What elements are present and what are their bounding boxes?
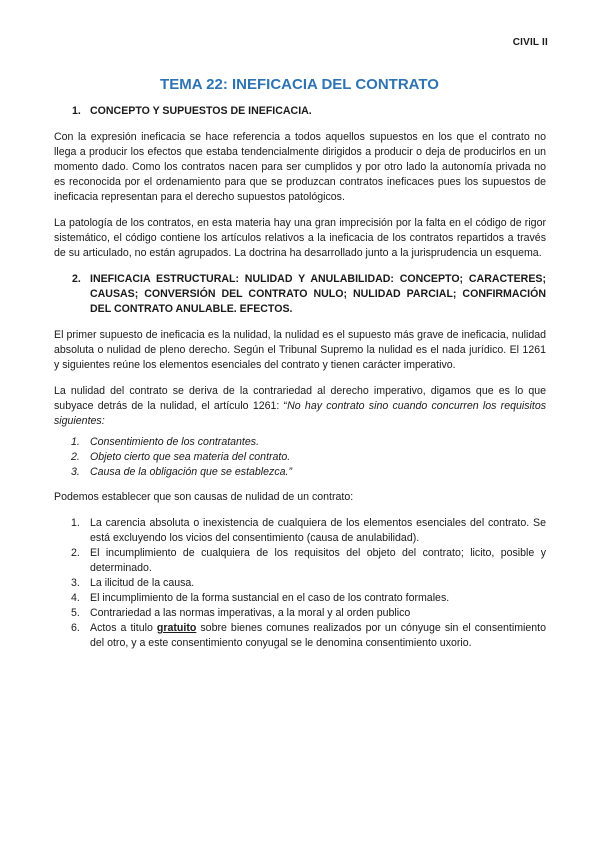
item-text-before: Actos a titulo — [90, 622, 157, 634]
list-item-number: 1. — [71, 517, 80, 529]
section-2-paragraph-3: Podemos establecer que son causas de nulidad de un contrato: — [54, 491, 354, 503]
list-item-text: Objeto cierto que sea materia del contrato. — [90, 451, 291, 463]
list-item-text: Consentimiento de los contratantes. — [90, 436, 260, 448]
document-title: TEMA 22: INEFICACIA DEL CONTRATO — [160, 76, 439, 93]
requisitos-list — [71, 435, 546, 480]
list-item — [71, 621, 546, 651]
list-item-number: 2. — [71, 451, 80, 463]
list-item — [71, 465, 546, 480]
list-item — [71, 576, 546, 591]
list-item-number: 4. — [71, 592, 80, 604]
section-2-number: 2. — [72, 273, 81, 285]
document-body — [54, 104, 546, 651]
list-item-number: 1. — [71, 436, 80, 448]
list-item — [71, 516, 546, 546]
emphasized-word: gratuito — [156, 622, 197, 634]
article-quote: No hay contrato sino cuando concurren los requisitos siguientes: — [54, 400, 547, 427]
section-2-heading — [72, 272, 546, 317]
course-header: CIVIL II — [512, 37, 548, 48]
list-item-text — [90, 621, 546, 651]
item-text-after: sobre bienes comunes realizados por un cónyuge sin el consentimiento del otro, y a este consentimiento conyugal se le denomina consentimiento uxorio. — [90, 622, 546, 649]
list-item-number: 3. — [71, 577, 80, 589]
list-item-text: El incumplimiento de la forma sustancial en el caso de los contrato formales. — [90, 592, 450, 604]
list-item-text: La carencia absoluta o inexistencia de cualquiera de los elementos esenciales del contrato. Se está excluyendo los vicios del consentimiento (causa de anulabilidad). — [90, 517, 546, 544]
section-1-paragraph-2: La patología de los contratos, en esta materia hay una gran imprecisión por la falta en el código de rigor sistemático, el código contiene los artículos relativos a la ineficacia de los contratos repartidos a través de su articulado, no están agrupados. La doctrina ha desarrollado junto a la jurisprudencia un esquema. — [54, 217, 546, 259]
section-2-paragraph-1: El primer supuesto de ineficacia es la nulidad, la nulidad es el supuesto más grave de ineficacia, nulidad absoluta o nulidad de pleno derecho. Según el Tribunal Supremo la nulidad es el nada jurídico. El 1261 y siguientes reúne los elementos esenciales del contrato y tienen carácter imperativo. — [54, 329, 546, 371]
section-2-title: INEFICACIA ESTRUCTURAL: NULIDAD Y ANULABILIDAD: CONCEPTO; CARACTERES; CAUSAS; CONVERSIÓN DEL CONTRATO NULO; NULIDAD PARCIAL; CONFIRMACIÓN DEL CONTRATO ANULABLE. EFECTOS. — [90, 273, 546, 315]
list-item — [71, 435, 546, 450]
list-item-text: Contrariedad a las normas imperativas, a la moral y al orden publico — [90, 607, 411, 619]
causas-list — [71, 516, 546, 651]
list-item — [71, 450, 546, 465]
list-item-number: 6. — [71, 622, 80, 634]
section-1-title: CONCEPTO Y SUPUESTOS DE INEFICACIA. — [90, 105, 312, 117]
section-1-paragraph-1: Con la expresión ineficacia se hace referencia a todos aquellos supuestos en los que el contrato no llega a producir los efectos que estaba tendencialmente dirigidos a producir o deja de producirlos en un momento dado. Como los contratos nacen para ser cumplidos y por otro lado la autonomía privada no es reconocida por el ordenamiento para que se produzcan contratos ineficaces pues los supuestos de ineficacia representan para el derecho supuestos patológicos. — [54, 131, 546, 203]
section-2-paragraph-2 — [54, 384, 546, 429]
list-item-text: La ilicitud de la causa. — [90, 577, 195, 589]
list-item — [71, 591, 546, 606]
list-item-number: 2. — [71, 547, 80, 559]
paragraph-2-text: La nulidad del contrato se deriva de la contrariedad al derecho imperativo, digamos que es lo que subyace detrás de la nulidad, el artículo 1261: “ — [54, 385, 546, 412]
list-item-number: 3. — [71, 466, 80, 478]
section-1-heading — [72, 104, 546, 119]
list-item — [71, 606, 546, 621]
list-item-text: Causa de la obligación que se establezca.” — [90, 466, 293, 478]
list-item — [71, 546, 546, 576]
section-1-number: 1. — [72, 105, 81, 117]
list-item-text: El incumplimiento de cualquiera de los requisitos del objeto del contrato; licito, posible y determinado. — [90, 547, 546, 574]
list-item-number: 5. — [71, 607, 80, 619]
